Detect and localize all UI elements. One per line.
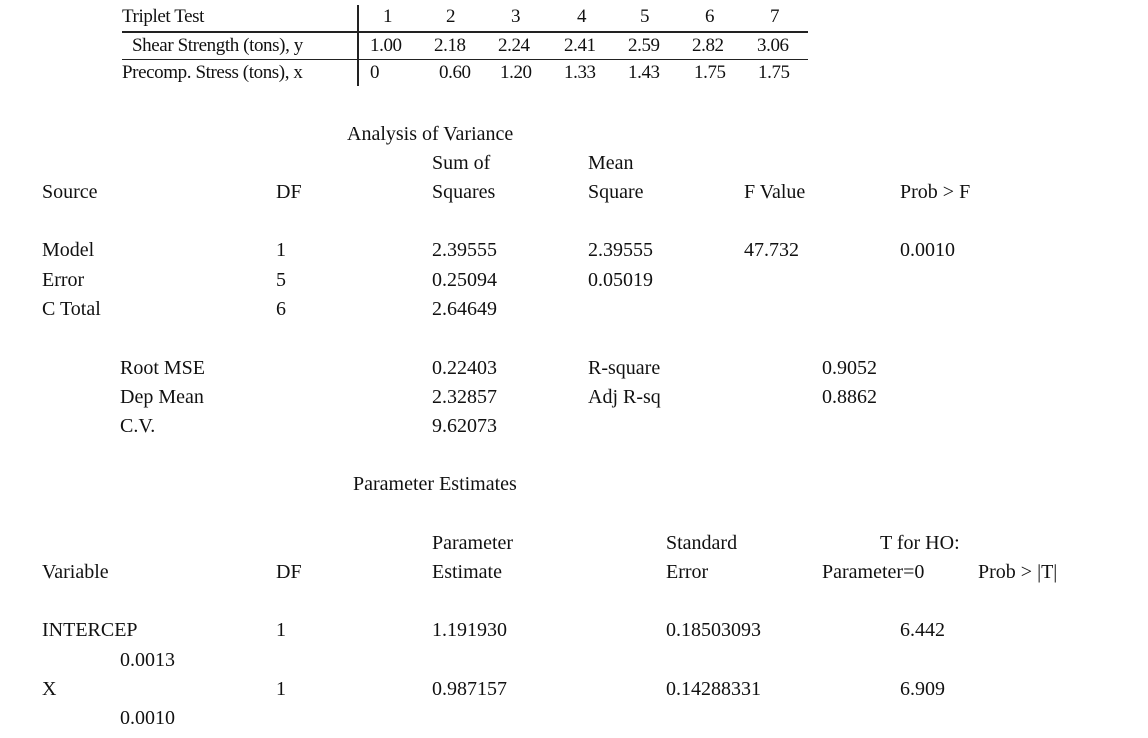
anova-error-df: 5 [276, 269, 286, 291]
param-intercep-se: 0.18503093 [666, 619, 761, 641]
triplet-row-rule [122, 59, 808, 60]
triplet-x-7: 1.75 [758, 62, 790, 83]
stat-root-mse-label: Root MSE [120, 357, 206, 379]
param-header-t-line2: Parameter=0 [822, 561, 925, 583]
anova-model-source: Model [42, 239, 95, 261]
anova-title: Analysis of Variance [347, 123, 514, 145]
anova-model-df: 1 [276, 239, 286, 261]
triplet-x-2: 0.60 [439, 62, 471, 83]
triplet-col-5: 5 [640, 6, 650, 27]
param-intercep-t: 6.442 [900, 619, 945, 641]
anova-ctotal-ss: 2.64649 [432, 298, 497, 320]
param-intercep-p: 0.0013 [120, 649, 175, 671]
triplet-y-7: 3.06 [757, 35, 789, 56]
stat-cv-label: C.V. [120, 415, 156, 437]
anova-model-p: 0.0010 [900, 239, 955, 261]
anova-model-ss: 2.39555 [432, 239, 497, 261]
param-x-variable: X [42, 678, 57, 700]
stat-dep-mean-label: Dep Mean [120, 386, 204, 408]
stat-adj-rsq-label: Adj R-sq [588, 386, 661, 408]
triplet-y-2: 2.18 [434, 35, 466, 56]
stat-r-square-label: R-square [588, 357, 661, 379]
param-x-t: 6.909 [900, 678, 945, 700]
triplet-row-label-x: Precomp. Stress (tons), x [122, 62, 303, 83]
triplet-col-6: 6 [705, 6, 715, 27]
triplet-col-7: 7 [770, 6, 780, 27]
anova-error-source: Error [42, 269, 85, 291]
anova-header-ss-line1: Sum of [432, 152, 491, 174]
param-header-est-line1: Parameter [432, 532, 514, 554]
param-intercep-variable: INTERCEP [42, 619, 138, 641]
param-header-df: DF [276, 561, 302, 583]
triplet-header-rule [122, 31, 808, 33]
param-x-estimate: 0.987157 [432, 678, 507, 700]
param-header-est-line2: Estimate [432, 561, 502, 583]
anova-header-ms-line2: Square [588, 181, 644, 203]
triplet-y-6: 2.82 [692, 35, 724, 56]
anova-ctotal-source: C Total [42, 298, 101, 320]
param-x-df: 1 [276, 678, 286, 700]
triplet-x-3: 1.20 [500, 62, 532, 83]
anova-header-f: F Value [744, 181, 806, 203]
triplet-y-3: 2.24 [498, 35, 530, 56]
stat-dep-mean-value: 2.32857 [432, 386, 497, 408]
param-x-p: 0.0010 [120, 707, 175, 729]
param-title: Parameter Estimates [353, 473, 517, 495]
stat-r-square-value: 0.9052 [822, 357, 877, 379]
param-header-p: Prob > |T| [978, 561, 1058, 583]
anova-header-ms-line1: Mean [588, 152, 634, 174]
anova-ctotal-df: 6 [276, 298, 286, 320]
anova-header-df: DF [276, 181, 302, 203]
triplet-col-2: 2 [446, 6, 456, 27]
triplet-y-1: 1.00 [370, 35, 402, 56]
param-header-t-line1: T for HO: [880, 532, 960, 554]
anova-header-ss-line2: Squares [432, 181, 496, 203]
anova-header-p: Prob > F [900, 181, 971, 203]
triplet-x-5: 1.43 [628, 62, 660, 83]
anova-error-ms: 0.05019 [588, 269, 653, 291]
triplet-row-label-y: Shear Strength (tons), y [132, 35, 303, 56]
stat-root-mse-value: 0.22403 [432, 357, 497, 379]
triplet-x-4: 1.33 [564, 62, 596, 83]
triplet-vertical-rule [357, 5, 359, 86]
param-header-variable: Variable [42, 561, 109, 583]
anova-error-ss: 0.25094 [432, 269, 497, 291]
triplet-col-3: 3 [511, 6, 521, 27]
param-header-se-line2: Error [666, 561, 709, 583]
param-x-se: 0.14288331 [666, 678, 761, 700]
triplet-col-1: 1 [383, 6, 393, 27]
anova-model-f: 47.732 [744, 239, 799, 261]
triplet-col-4: 4 [577, 6, 587, 27]
param-header-se-line1: Standard [666, 532, 738, 554]
stat-adj-rsq-value: 0.8862 [822, 386, 877, 408]
triplet-y-4: 2.41 [564, 35, 596, 56]
stat-cv-value: 9.62073 [432, 415, 497, 437]
anova-header-source: Source [42, 181, 98, 203]
triplet-y-5: 2.59 [628, 35, 660, 56]
triplet-x-6: 1.75 [694, 62, 726, 83]
triplet-x-1: 0 [370, 62, 380, 83]
anova-model-ms: 2.39555 [588, 239, 653, 261]
triplet-header-label: Triplet Test [122, 6, 205, 27]
param-intercep-df: 1 [276, 619, 286, 641]
param-intercep-estimate: 1.191930 [432, 619, 507, 641]
